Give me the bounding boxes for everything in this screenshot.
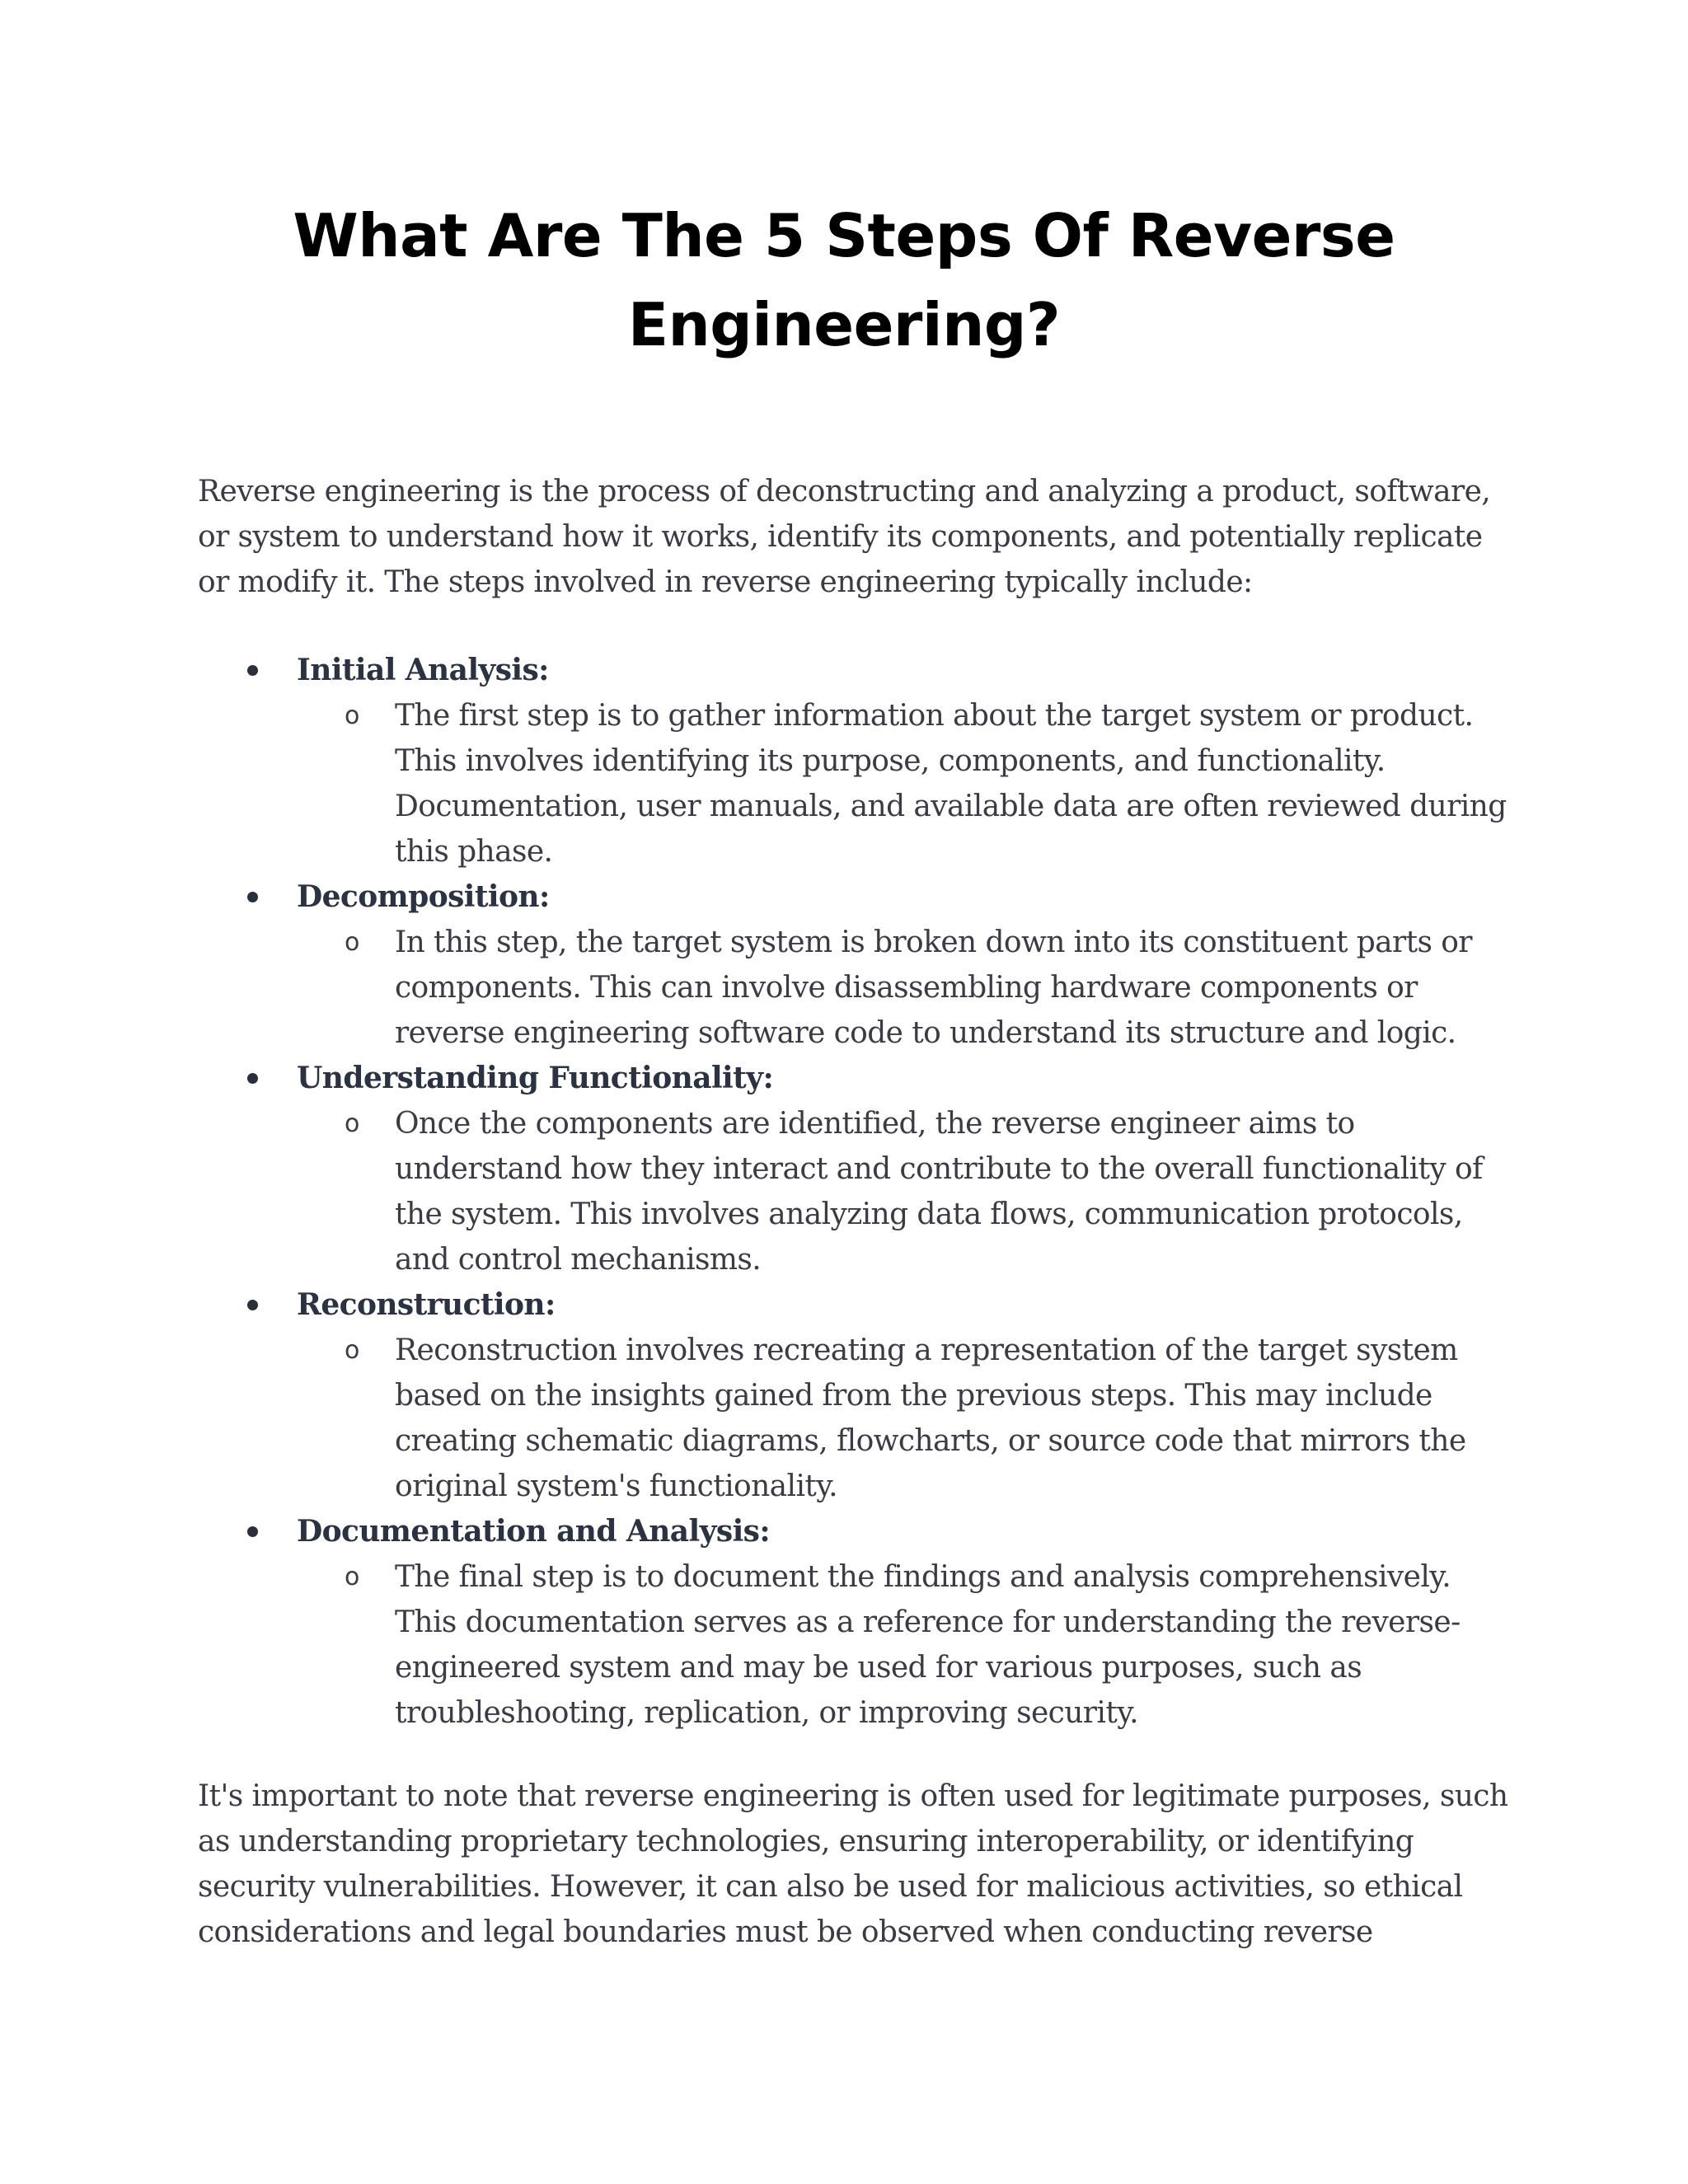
step-title: Understanding Functionality:	[297, 1061, 774, 1095]
step-detail-text: In this step, the target system is broken down into its constituent parts or components. This can involve disassembling hardware components or reverse engineering software code to understand its structure and logic.	[395, 926, 1472, 1050]
step-item	[198, 874, 1517, 1056]
step-item	[198, 1509, 1517, 1736]
intro-paragraph: Reverse engineering is the process of deconstructing and analyzing a product, software, or system to understand how it works, identify its components, and potentially replicate or modify it. The steps involved in reverse engineering typically include:	[198, 475, 1491, 599]
sub-bullet-circle-icon: o	[345, 1109, 359, 1138]
bullet-dot-icon	[247, 665, 258, 676]
step-detail	[198, 1101, 1517, 1282]
step-title: Decomposition:	[297, 879, 550, 914]
step-heading	[198, 1282, 1517, 1328]
bullet-dot-icon	[247, 1526, 258, 1537]
closing-paragraph: It's important to note that reverse engineering is often used for legitimate purposes, such as understanding proprietary technologies, ensuring interoperability, or identifying security vulnerabilities. However, it can also be used for malicious activities, so ethical considerations and legal boundaries must be observed when conducting reverse	[198, 1779, 1508, 1949]
step-heading	[198, 874, 1517, 920]
step-detail-text: Once the components are identified, the reverse engineer aims to understand how they interact and contribute to the overall functionality of the system. This involves analyzing data flows, communication protocols, and control mechanisms.	[395, 1107, 1483, 1277]
page-title: What Are The 5 Steps Of Reverse Engineering?	[293, 201, 1395, 359]
step-heading	[198, 648, 1517, 693]
step-title: Initial Analysis:	[297, 653, 549, 687]
step-detail-text: The final step is to document the findings and analysis comprehensively. This documentation serves as a reference for understanding the reverse-engineered system and may be used for various purposes, such as troubleshooting, replication, or improving security.	[395, 1560, 1461, 1730]
sub-bullet-circle-icon: o	[345, 1563, 359, 1591]
bullet-dot-icon	[247, 892, 258, 902]
step-detail	[198, 1554, 1517, 1736]
step-item	[198, 1056, 1517, 1282]
step-heading	[198, 1056, 1517, 1101]
bullet-dot-icon	[247, 1300, 258, 1310]
sub-bullet-circle-icon: o	[345, 1336, 359, 1365]
steps-list	[198, 648, 1517, 1736]
step-detail	[198, 1328, 1517, 1509]
step-heading	[198, 1509, 1517, 1554]
step-title: Documentation and Analysis:	[297, 1514, 771, 1549]
step-title: Reconstruction:	[297, 1287, 556, 1322]
step-detail-text: The first step is to gather information about the target system or product. This involves identifying its purpose, components, and functionality. Documentation, user manuals, and available data are often reviewed during this phase.	[395, 699, 1507, 869]
step-item	[198, 1282, 1517, 1509]
sub-bullet-circle-icon: o	[345, 928, 359, 957]
step-detail-text: Reconstruction involves recreating a representation of the target system based on the insights gained from the previous steps. This may include creating schematic diagrams, flowcharts, or source code that mirrors the original system's functionality.	[395, 1333, 1466, 1503]
step-detail	[198, 920, 1517, 1056]
bullet-dot-icon	[247, 1073, 258, 1084]
sub-bullet-circle-icon: o	[345, 701, 359, 730]
step-item	[198, 648, 1517, 874]
step-detail	[198, 693, 1517, 874]
